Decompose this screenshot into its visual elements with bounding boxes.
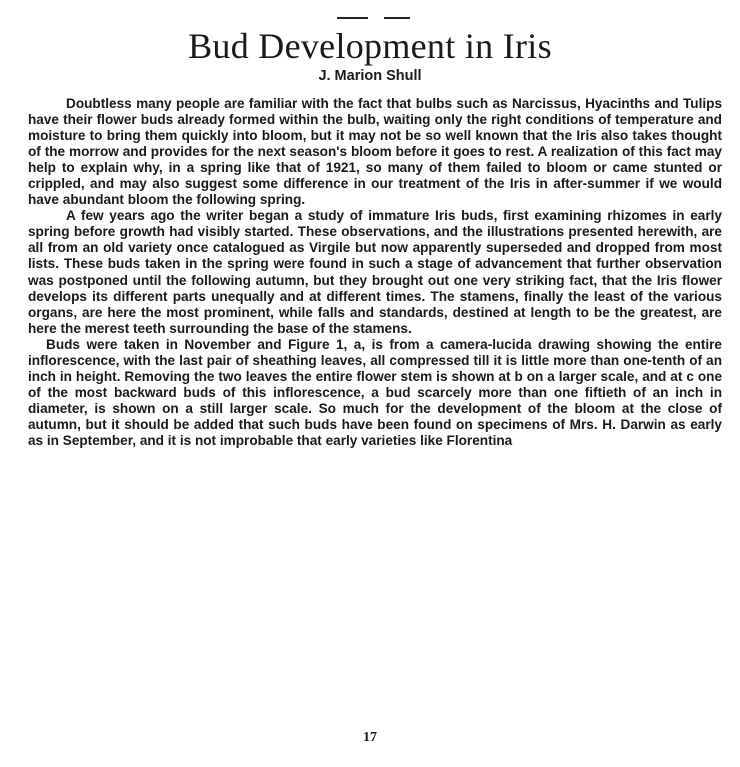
article-author: J. Marion Shull [318, 68, 422, 84]
header-rule [337, 17, 411, 19]
article-body [28, 96, 722, 449]
paragraph-1: Doubtless many people are familiar with the fact that bulbs such as Narcissus, Hyacinths and Tulips have their flower buds already formed within the bulb, waiting only the right conditions of temperature and moisture to bring them quickly into bloom, but it may not be so well known that the Iris also takes thought of the morrow and provides for the next season's bloom before it goes to rest. A realization of this fact may help to explain why, in a spring like that of 1921, so many of them failed to bloom or came stunted or crippled, and may also suggest some difference in our treatment of the Iris in after-summer if we would have abundant bloom the following spring. [28, 96, 722, 208]
header-dash-right [384, 17, 410, 19]
paragraph-3: Buds were taken in November and Figure 1, a, is from a camera-lucida drawing showing the entire inflorescence, with the last pair of sheathing leaves, all compressed till it is little more than one-tenth of an inch in height. Removing the two leaves the entire flower stem is shown at b on a larger scale, and at c one of the most backward buds of this inflorescence, a bud scarcely more than one fiftieth of an inch in diameter, is shown on a still larger scale. So much for the development of the bloom at the close of autumn, but it should be added that such buds have been found on specimens of Mrs. H. Darwin as early as in September, and it is not improbable that early varieties like Florentina [28, 336, 722, 448]
paragraph-2: A few years ago the writer began a study of immature Iris buds, first examining rhizomes in early spring before growth had visibly started. These observations, and the illustrations presented herewith, are all from an old variety once catalogued as Virgile but now apparently superseded and dropped from most lists. These buds taken in the spring were found in such a stage of advancement that further observation was postponed until the following autumn, but they brought out one very striking fact, that the Iris flower develops its different parts unequally and at different times. The stamens, finally the least of the various organs, are here the most prominent, while falls and standards, destined at length to be the greatest, are here the merest teeth surrounding the base of the stamens. [28, 208, 722, 336]
page-number: 17 [363, 730, 377, 745]
article-title: Bud Development in Iris [188, 26, 552, 66]
header-dash-left [337, 17, 368, 19]
